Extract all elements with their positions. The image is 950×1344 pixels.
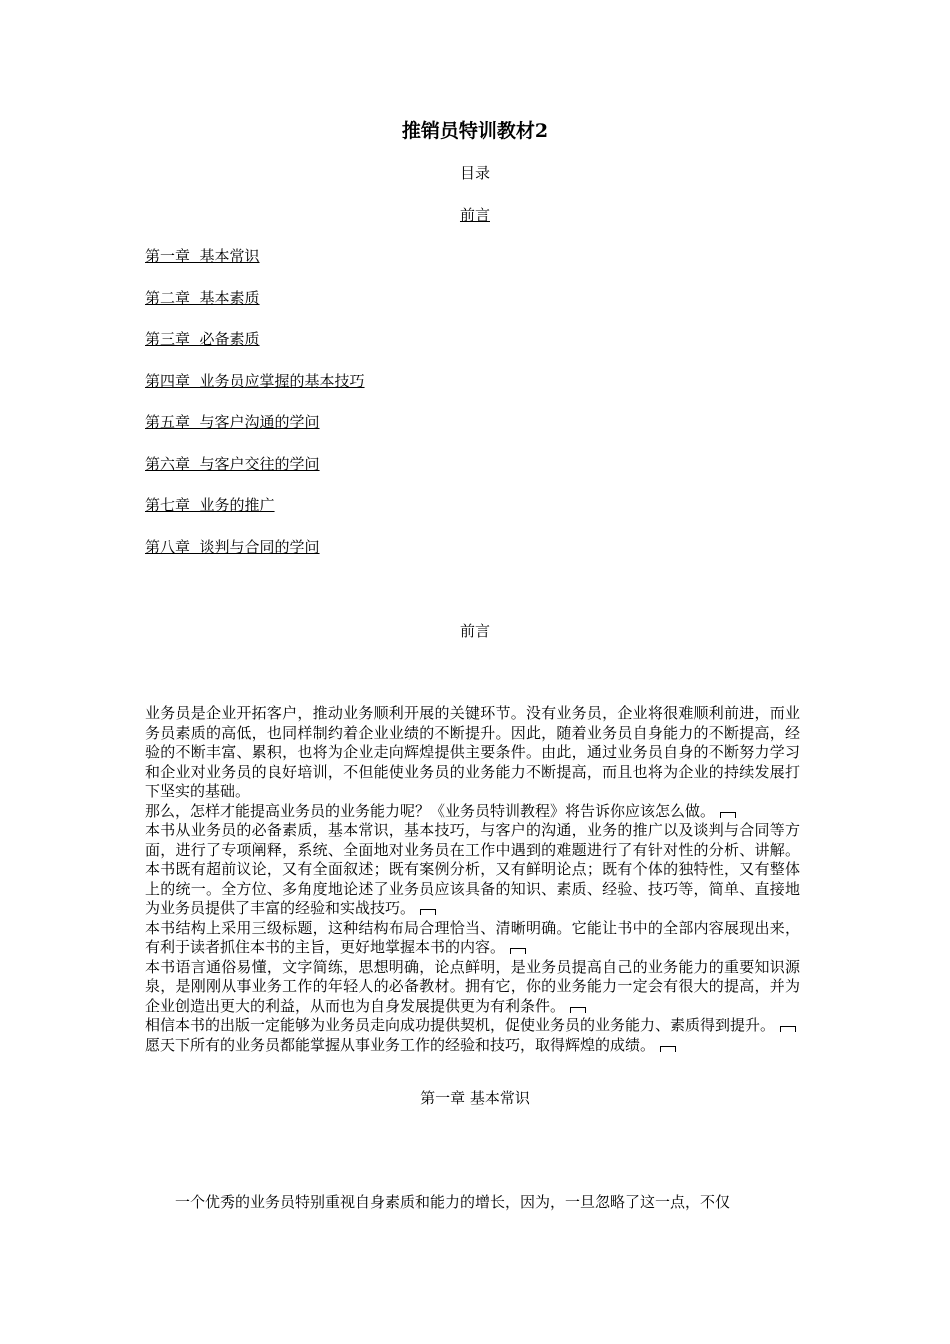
- toc-link-preface[interactable]: [0, 205, 950, 225]
- toc-item[interactable]: [145, 537, 365, 579]
- preface-paragraph: [145, 919, 800, 958]
- paragraph-mark-icon: [570, 1007, 586, 1013]
- preface-heading: 前言: [459, 622, 490, 640]
- chapter-1-paragraph: 一个优秀的业务员特别重视自身素质和能力的增长，因为，一旦忽略了这一点，不仅: [175, 1193, 731, 1211]
- preface-paragraph-text: 那么，怎样才能提高业务员的业务能力呢？《业务员特训教程》将告诉你应该怎么做。: [145, 801, 716, 820]
- preface-paragraph-text: 本书结构上采用三级标题，这种结构布局合理恰当、清晰明确。它能让书中的全部内容展现出来，有利于读者抓住本书的主旨，更好地掌握本书的内容。: [145, 918, 800, 956]
- paragraph-mark-icon: [720, 812, 736, 818]
- paragraph-mark-icon: [660, 1046, 676, 1052]
- toc-item[interactable]: [145, 288, 365, 330]
- toc-item[interactable]: [145, 329, 365, 371]
- preface-paragraph-text: 本书语言通俗易懂，文字简练，思想明确，论点鲜明，是业务员提高自己的业务能力的重要知识源泉，是刚刚从事业务工作的年轻人的必备教材。拥有它，你的业务能力一定会有很大的提高，并为企业创造出更大的利益，从而也为自身发展提供更为有利条件。: [145, 957, 800, 1015]
- toc-link-chapter-2[interactable]: 第二章 基本素质: [145, 288, 260, 307]
- toc-item[interactable]: [145, 371, 365, 413]
- toc-link-chapter-6[interactable]: 第六章 与客户交往的学问: [145, 454, 320, 473]
- preface-body: [145, 704, 800, 1055]
- preface-paragraph-text: 本书从业务员的必备素质，基本常识，基本技巧，与客户的沟通，业务的推广以及谈判与合同等方面，进行了专项阐释，系统、全面地对业务员在工作中遇到的难题进行了有针对性的分析、讲解。本书既有超前议论，又有全面叙述；既有案例分析，又有鲜明论点；既有个体的独特性，又有整体上的统一。全方位、多角度地论述了业务员应该具备的知识、素质、经验、技巧等，简单、直接地为业务员提供了丰富的经验和实战技巧。: [145, 821, 800, 917]
- paragraph-mark-icon: [420, 909, 436, 915]
- preface-paragraph-text: 相信本书的出版一定能够为业务员走向成功提供契机，促使业务员的业务能力、素质得到提升。: [145, 1016, 776, 1034]
- paragraph-mark-icon: [780, 1026, 796, 1032]
- toc-list: [145, 246, 365, 578]
- preface-paragraph: [145, 958, 800, 1017]
- toc-heading: 目录: [459, 164, 490, 182]
- toc-item[interactable]: [145, 495, 365, 537]
- paragraph-mark-icon: [510, 948, 526, 954]
- toc-item[interactable]: [145, 246, 365, 288]
- preface-paragraph-text: 愿天下所有的业务员都能掌握从事业务工作的经验和技巧，取得辉煌的成绩。: [145, 1035, 656, 1054]
- chapter-1-heading: 第一章 基本常识: [420, 1089, 530, 1107]
- toc-link-chapter-1[interactable]: 第一章 基本常识: [145, 247, 260, 265]
- toc-link-chapter-3[interactable]: 第三章 必备素质: [145, 330, 260, 348]
- toc-item[interactable]: [145, 412, 365, 454]
- toc-link-chapter-7[interactable]: 第七章 业务的推广: [145, 496, 275, 514]
- document-title: 推销员特训教材2: [401, 120, 549, 142]
- preface-paragraph: [145, 704, 800, 802]
- preface-paragraph-text: 业务员是企业开拓客户，推动业务顺利开展的关键环节。没有业务员，企业将很难顺利前进，而业务员素质的高低，也同样制约着企业业绩的不断提升。因此，随着业务员自身能力的不断提高，经验的不断丰富、累积，也将为企业走向辉煌提供主要条件。由此，通过业务员自身的不断努力学习和企业对业务员的良好培训，不但能使业务员的业务能力不断提高，而且也将为企业的持续发展打下坚实的基础。: [145, 704, 800, 800]
- toc-link-preface-text[interactable]: 前言: [459, 206, 490, 224]
- preface-paragraph: [145, 1036, 800, 1056]
- toc-item[interactable]: [145, 454, 365, 496]
- toc-link-chapter-5[interactable]: 第五章 与客户沟通的学问: [145, 413, 320, 431]
- toc-link-chapter-8[interactable]: 第八章 谈判与合同的学问: [145, 537, 320, 556]
- preface-paragraph: [145, 1016, 800, 1036]
- preface-paragraph: [145, 802, 800, 822]
- preface-paragraph: [145, 821, 800, 919]
- toc-link-chapter-4[interactable]: 第四章 业务员应掌握的基本技巧: [145, 371, 365, 390]
